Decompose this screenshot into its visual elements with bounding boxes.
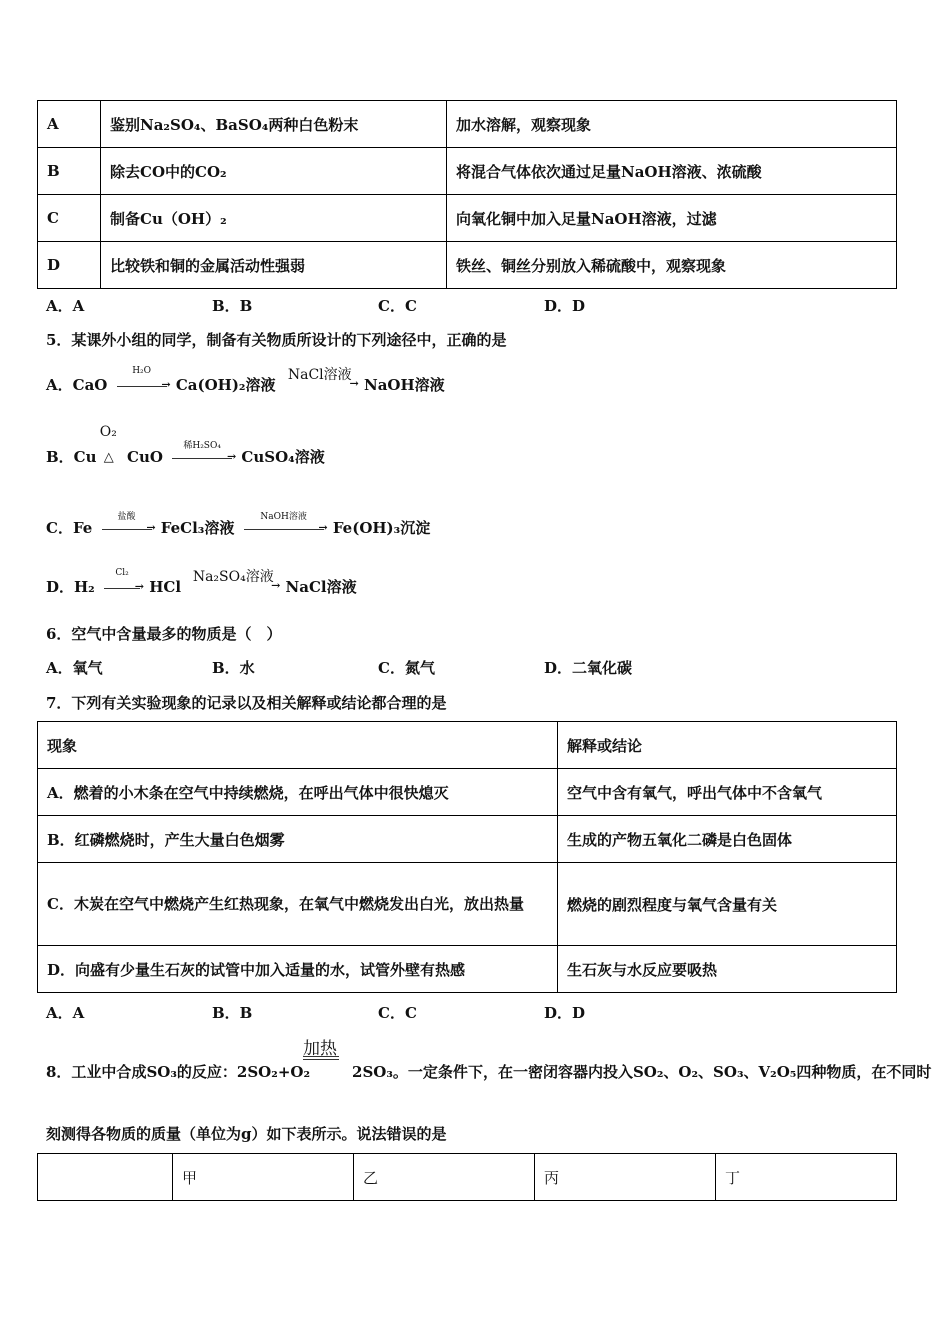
route-middle: FeCl₃溶液 xyxy=(160,519,235,537)
reaction-condition: 加热 xyxy=(303,1039,337,1059)
q8-stem-part-1: 8．工业中合成SO₃的反应：2SO₂+O₂ xyxy=(46,1063,311,1081)
header-ding: 丁 xyxy=(716,1154,897,1201)
reaction-arrow xyxy=(172,441,232,466)
q8-table xyxy=(37,1153,897,1201)
reaction-arrow xyxy=(285,367,355,394)
option-b[interactable]: B．水 xyxy=(212,659,255,677)
route-start: A．CaO xyxy=(46,376,108,394)
row-purpose: 除去CO中的CO₂ xyxy=(101,148,447,195)
option-d[interactable]: D．D xyxy=(544,297,586,315)
row-label: B xyxy=(38,148,101,195)
option-c[interactable]: C．C xyxy=(378,297,417,315)
row-conclusion: 燃烧的剧烈程度与氧气含量有关 xyxy=(558,863,897,946)
row-conclusion: 空气中含有氧气，呼出气体中不含氧气 xyxy=(558,769,897,816)
reaction-arrow xyxy=(99,424,122,466)
route-middle: HCl xyxy=(149,578,182,596)
arrow-condition: NaOH溶液 xyxy=(260,512,307,522)
q6-stem: 6．空气中含量最多的物质是（ ） xyxy=(46,625,282,643)
row-purpose: 鉴别Na₂SO₄、BaSO₄两种白色粉末 xyxy=(101,101,447,148)
q5-option-b[interactable] xyxy=(46,424,325,467)
row-method: 铁丝、铜丝分别放入稀硫酸中，观察现象 xyxy=(447,242,897,289)
q7-options xyxy=(46,1002,710,1023)
q6-options xyxy=(46,657,710,678)
route-end: CuSO₄溶液 xyxy=(241,448,325,466)
q7-table xyxy=(37,721,897,993)
equilibrium-line-top xyxy=(303,1056,339,1057)
row-purpose: 制备Cu（OH）₂ xyxy=(101,195,447,242)
option-a[interactable]: A．A xyxy=(46,1004,85,1022)
option-d[interactable]: D．二氧化碳 xyxy=(544,659,633,677)
table-row xyxy=(38,769,897,816)
row-method: 向氧化铜中加入足量NaOH溶液，过滤 xyxy=(447,195,897,242)
row-phenomenon: A．燃着的小木条在空气中持续燃烧，在呼出气体中很快熄灭 xyxy=(38,769,558,816)
header-jia: 甲 xyxy=(173,1154,354,1201)
route-end: NaCl溶液 xyxy=(285,578,357,596)
header-bing: 丙 xyxy=(535,1154,716,1201)
reaction-arrow xyxy=(244,512,324,537)
row-phenomenon: C．木炭在空气中燃烧产生红热现象，在氧气中燃烧发出白光，放出热量 xyxy=(38,863,558,946)
row-method: 将混合气体依次通过足量NaOH溶液、浓硫酸 xyxy=(447,148,897,195)
table-row xyxy=(38,101,897,148)
q8-stem-part-2: 2SO₃。一定条件下，在一密闭容器内投入SO₂、O₂、SO₃、V₂O₅四种物质，在不同时 xyxy=(352,1063,932,1081)
option-d[interactable]: D．D xyxy=(544,1004,586,1022)
table-row xyxy=(38,816,897,863)
q4-options xyxy=(46,295,710,316)
q5-option-d[interactable] xyxy=(46,568,357,597)
option-b[interactable]: B．B xyxy=(212,1004,253,1022)
arrow-condition: Cl₂ xyxy=(115,568,129,578)
table-header-row xyxy=(38,1154,897,1201)
q5-option-a[interactable] xyxy=(46,366,445,395)
q7-stem: 7．下列有关实验现象的记录以及相关解释或结论都合理的是 xyxy=(46,694,447,712)
route-end: Fe(OH)₃沉淀 xyxy=(332,519,431,537)
table-row xyxy=(38,242,897,289)
q5-stem: 5．某课外小组的同学，制备有关物质所设计的下列途径中，正确的是 xyxy=(46,331,507,349)
reaction-arrow xyxy=(104,568,140,596)
header-yi: 乙 xyxy=(354,1154,535,1201)
row-method: 加水溶解，观察现象 xyxy=(447,101,897,148)
table-row xyxy=(38,195,897,242)
q4-table xyxy=(37,100,897,289)
row-purpose: 比较铁和铜的金属活动性强弱 xyxy=(101,242,447,289)
arrow-condition: 盐酸 xyxy=(117,512,136,522)
arrow-condition: NaCl溶液 xyxy=(287,367,352,383)
arrow-condition: 稀H₂SO₄ xyxy=(183,441,221,451)
route-start: B．Cu xyxy=(46,448,97,466)
reaction-arrow xyxy=(190,569,276,596)
row-phenomenon: D．向盛有少量生石灰的试管中加入适量的水，试管外壁有热感 xyxy=(38,946,558,993)
table-row xyxy=(38,148,897,195)
option-c[interactable]: C．氮气 xyxy=(378,659,435,677)
q8-stem xyxy=(46,1061,931,1082)
arrow-condition: H₂O xyxy=(132,366,152,376)
equilibrium-line-bottom xyxy=(303,1059,339,1060)
header-blank xyxy=(38,1154,173,1201)
reaction-arrow xyxy=(102,512,152,537)
q8-stem-line-2: 刻测得各物质的质量（单位为g）如下表所示。说法错误的是 xyxy=(46,1125,447,1143)
row-conclusion: 生石灰与水反应要吸热 xyxy=(558,946,897,993)
route-middle: Ca(OH)₂溶液 xyxy=(175,376,276,394)
option-a[interactable]: A．氧气 xyxy=(46,659,103,677)
row-label: C xyxy=(38,195,101,242)
option-b[interactable]: B．B xyxy=(212,297,253,315)
table-row xyxy=(38,863,897,946)
option-a[interactable]: A．A xyxy=(46,297,85,315)
q5-option-c[interactable] xyxy=(46,512,431,538)
header-phenomenon: 现象 xyxy=(38,722,558,769)
table-header-row xyxy=(38,722,897,769)
table-row xyxy=(38,946,897,993)
route-middle: CuO xyxy=(127,448,163,466)
route-end: NaOH溶液 xyxy=(363,376,445,394)
route-start: D．H₂ xyxy=(46,578,95,596)
row-conclusion: 生成的产物五氧化二磷是白色固体 xyxy=(558,816,897,863)
arrow-condition: Na₂SO₄溶液 xyxy=(192,569,274,585)
row-label: D xyxy=(38,242,101,289)
row-label: A xyxy=(38,101,101,148)
header-conclusion: 解释或结论 xyxy=(558,722,897,769)
row-phenomenon: B．红磷燃烧时，产生大量白色烟雾 xyxy=(38,816,558,863)
reaction-arrow xyxy=(117,366,167,394)
heat-symbol: △ xyxy=(103,450,114,465)
arrow-condition: O₂ xyxy=(99,424,117,440)
option-c[interactable]: C．C xyxy=(378,1004,417,1022)
route-start: C．Fe xyxy=(46,519,93,537)
